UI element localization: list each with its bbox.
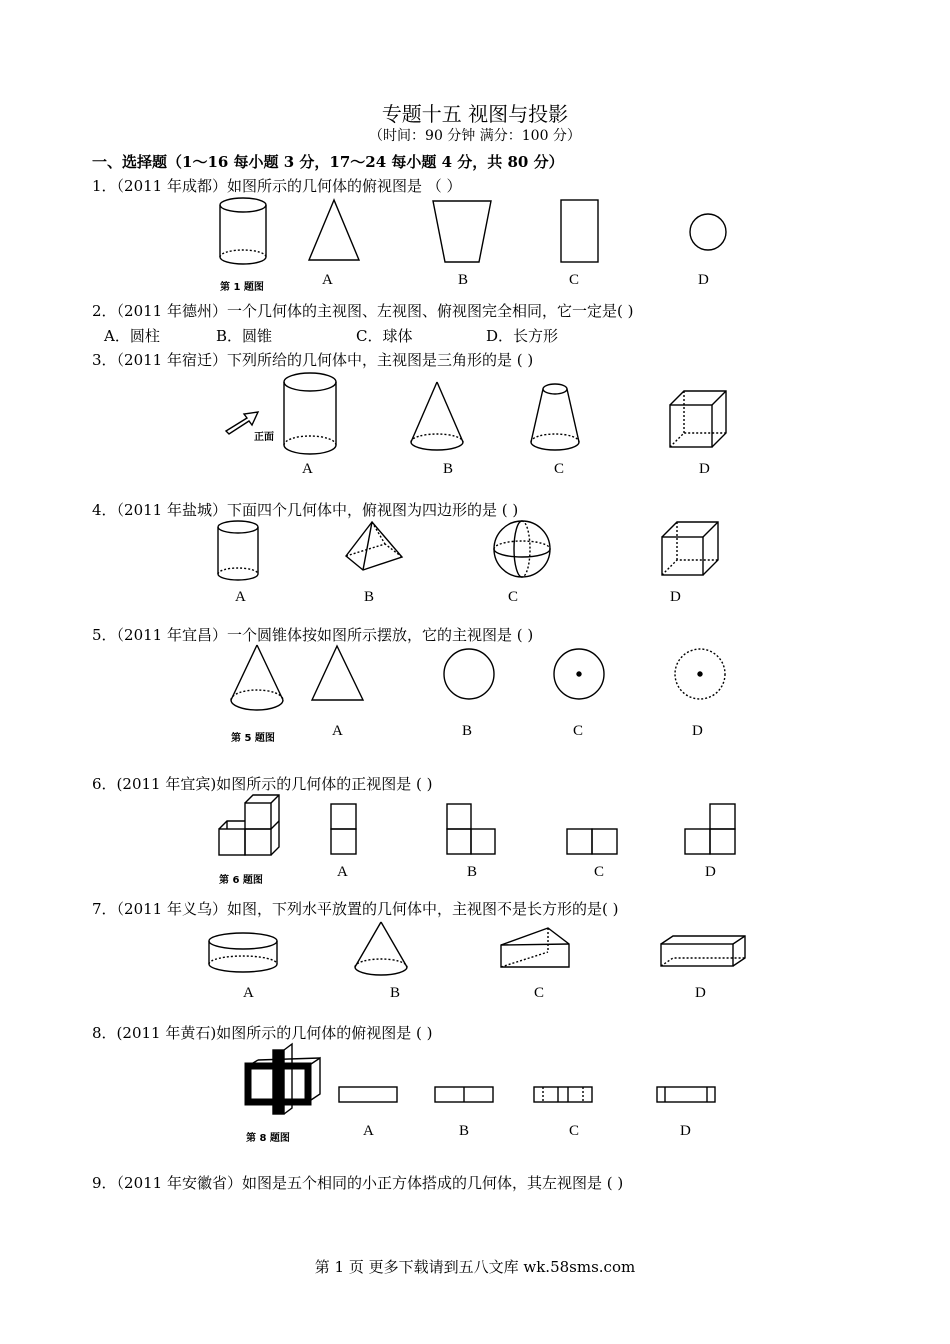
q7-option-b-cone bbox=[355, 922, 407, 975]
q2-option-a: A．圆柱 bbox=[104, 327, 160, 345]
q7-option-c-prism bbox=[501, 928, 569, 967]
q4-label-d: D bbox=[670, 589, 681, 605]
question-8: 8．(2011 年黄石)如图所示的几何体的俯视图是 ( ) bbox=[92, 1024, 433, 1042]
q3-label-b: B bbox=[443, 461, 454, 477]
q8-character-figure bbox=[248, 1044, 320, 1114]
q8-label-c: C bbox=[569, 1123, 580, 1139]
q2-option-d: D．长方形 bbox=[486, 327, 559, 345]
question-6: 6．(2011 年宜宾)如图所示的几何体的正视图是 ( ) bbox=[92, 775, 433, 793]
q5-label-a: A bbox=[332, 723, 343, 739]
q8-label-d: D bbox=[680, 1123, 691, 1139]
q3-option-c-frustum bbox=[531, 384, 579, 450]
q6-option-a-view bbox=[331, 804, 356, 854]
q4-option-b-pyramid bbox=[346, 522, 402, 570]
q4-option-c-sphere bbox=[494, 521, 550, 577]
question-1: 1．（2011 年成都）如图所示的几何体的俯视图是 （ ） bbox=[92, 177, 462, 195]
q4-option-a-cylinder bbox=[218, 521, 258, 580]
q5-option-a-triangle bbox=[312, 646, 363, 700]
q2-option-b: B．圆锥 bbox=[216, 327, 273, 345]
q1-label-a: A bbox=[322, 272, 333, 288]
q4-label-a: A bbox=[235, 589, 246, 605]
q1-option-b-trapezoid bbox=[433, 201, 491, 262]
page-subtitle: （时间：90 分钟 满分：100 分） bbox=[369, 128, 581, 144]
page-title: 专题十五 视图与投影 bbox=[381, 102, 569, 126]
q8-option-c-view bbox=[534, 1087, 592, 1102]
question-5: 5．（2011 年宜昌）一个圆锥体按如图所示摆放，它的主视图是 ( ) bbox=[92, 626, 534, 644]
question-7: 7．（2011 年义乌）如图，下列水平放置的几何体中，主视图不是长方形的是( ) bbox=[92, 900, 619, 918]
q4-label-c: C bbox=[508, 589, 519, 605]
question-9: 9．（2011 年安徽省）如图是五个相同的小正方体搭成的几何体，其左视图是 ( ) bbox=[92, 1174, 624, 1192]
section-heading: 一、选择题（1～16 每小题 3 分，17～24 每小题 4 分，共 80 分） bbox=[92, 153, 564, 171]
q8-option-d-view bbox=[657, 1087, 715, 1102]
q7-label-c: C bbox=[534, 985, 545, 1001]
q5-option-b-circle bbox=[444, 649, 494, 699]
q2-option-c: C．球体 bbox=[356, 327, 413, 345]
q6-label-b: B bbox=[467, 864, 478, 880]
q3-front-label: 正面 bbox=[254, 432, 274, 443]
q4-option-d-cube bbox=[662, 522, 718, 575]
q3-label-a: A bbox=[302, 461, 313, 477]
q1-option-a-triangle bbox=[309, 200, 359, 260]
page-footer: 第 1 页 更多下载请到五八文库 wk.58sms.com bbox=[314, 1258, 636, 1276]
q1-caption: 第 1 题图 bbox=[220, 282, 264, 293]
q7-label-b: B bbox=[390, 985, 401, 1001]
q8-caption: 第 8 题图 bbox=[246, 1133, 290, 1144]
q6-caption: 第 6 题图 bbox=[219, 875, 263, 886]
q8-label-a: A bbox=[363, 1123, 374, 1139]
q1-label-c: C bbox=[569, 272, 580, 288]
q6-label-a: A bbox=[337, 864, 348, 880]
q8-option-a-view bbox=[339, 1087, 397, 1102]
q7-option-d-cuboid bbox=[661, 936, 745, 966]
q6-option-b-view bbox=[447, 804, 495, 854]
q5-cone-figure bbox=[231, 645, 283, 710]
q1-label-b: B bbox=[458, 272, 469, 288]
q3-option-d-cube bbox=[670, 391, 726, 447]
q5-option-c-circle-dot bbox=[554, 649, 604, 699]
q8-option-b-view bbox=[435, 1087, 493, 1102]
q3-label-c: C bbox=[554, 461, 565, 477]
q7-label-d: D bbox=[695, 985, 706, 1001]
q3-option-b-cone bbox=[411, 382, 463, 450]
q1-option-c-rectangle bbox=[561, 200, 598, 262]
q5-label-b: B bbox=[462, 723, 473, 739]
question-4: 4．（2011 年盐城）下面四个几何体中，俯视图为四边形的是 ( ) bbox=[92, 501, 519, 519]
q3-label-d: D bbox=[699, 461, 710, 477]
q6-cubes-figure bbox=[219, 795, 279, 855]
q3-option-a-cylinder bbox=[284, 373, 336, 454]
q5-caption: 第 5 题图 bbox=[231, 733, 275, 744]
q6-option-d-view bbox=[685, 804, 735, 854]
q7-label-a: A bbox=[243, 985, 254, 1001]
q6-label-d: D bbox=[705, 864, 716, 880]
q1-cylinder-figure bbox=[220, 198, 266, 264]
q8-label-b: B bbox=[459, 1123, 470, 1139]
q5-option-d-dotted-circle-dot bbox=[675, 649, 725, 699]
q1-label-d: D bbox=[698, 272, 709, 288]
q1-option-d-circle bbox=[690, 214, 726, 250]
q6-option-c-view bbox=[567, 829, 617, 854]
q7-option-a-cylinder bbox=[209, 933, 277, 972]
q4-label-b: B bbox=[364, 589, 375, 605]
q6-label-c: C bbox=[594, 864, 605, 880]
q5-label-d: D bbox=[692, 723, 703, 739]
q5-label-c: C bbox=[573, 723, 584, 739]
question-3: 3．（2011 年宿迁）下列所给的几何体中，主视图是三角形的是 ( ) bbox=[92, 351, 534, 369]
question-2: 2．（2011 年德州）一个几何体的主视图、左视图、俯视图完全相同，它一定是( ) bbox=[92, 302, 634, 320]
